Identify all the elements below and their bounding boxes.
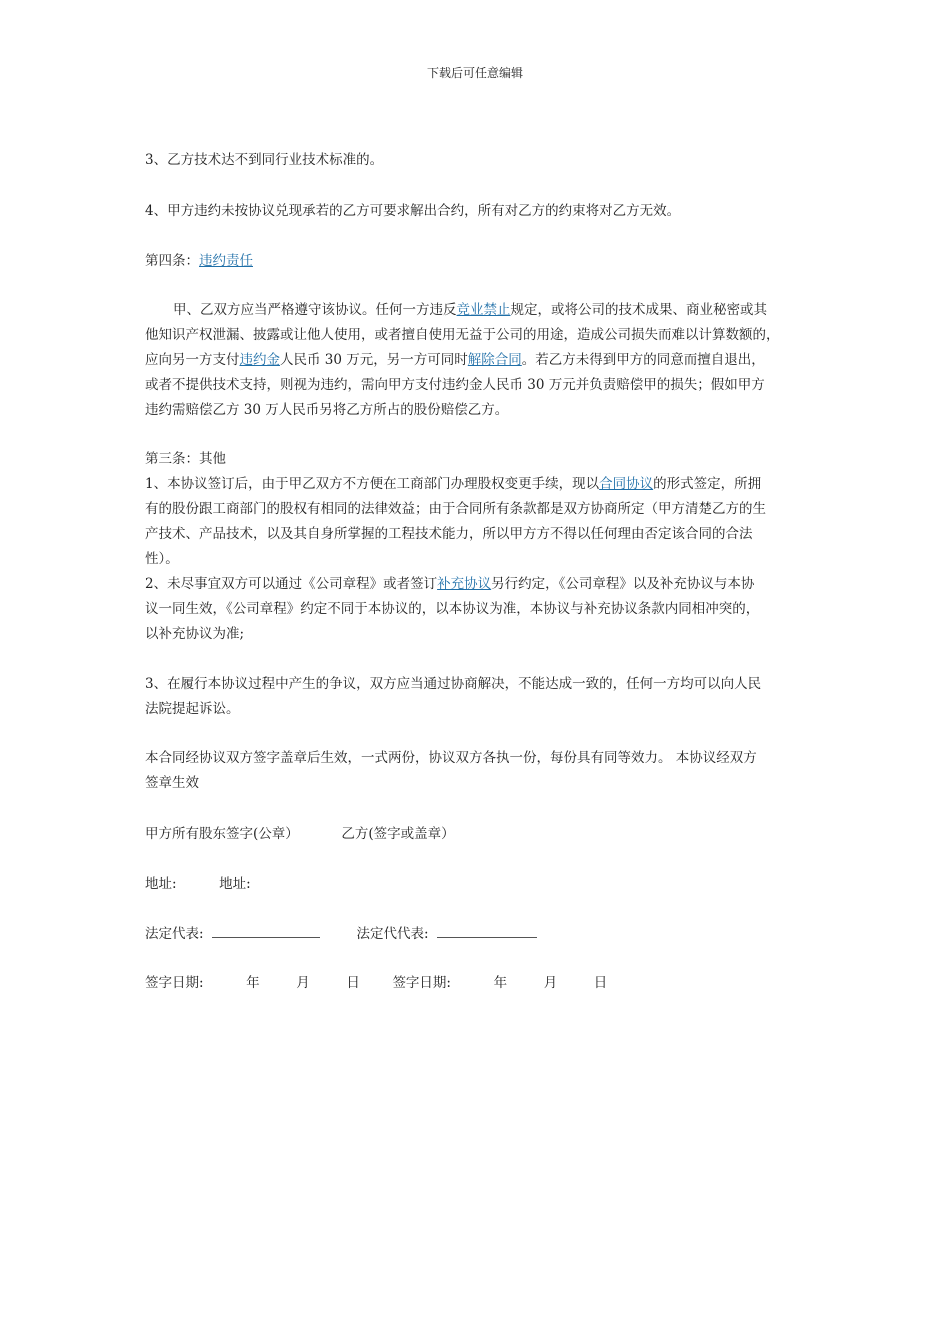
terminate-contract-link[interactable]: 解除合同: [467, 352, 522, 368]
clause-4-paragraph: 4、甲方违约未按协议兑现承若的乙方可要求解出合约，所有对乙方的约束将对乙方无效。: [145, 203, 681, 219]
date-b-label: 签字日期:: [392, 975, 451, 991]
representative-b-blank[interactable]: [437, 925, 537, 938]
text-run: 另行约定，《公司章程》以及补充协议与本协: [491, 576, 755, 592]
representative-b-label: 法定代代表:: [356, 926, 429, 942]
article-4-prefix: 第四条：: [145, 253, 199, 269]
date-a-label: 签字日期:: [145, 975, 204, 991]
article-4-line-4: 或者不提供技术支持，则视为违约，需向甲方支付违约金人民币 30 万元并负责赔偿甲的损失；假如甲方: [145, 377, 765, 393]
article-3-clause-1-line-4: 性）。: [145, 551, 179, 567]
text-run: 应向另一方支付: [145, 352, 240, 368]
representative-a-label: 法定代表:: [145, 926, 204, 942]
article-4-line-1: [145, 298, 815, 323]
article-3-section: [145, 447, 815, 647]
text-run: 规定，或将公司的技术成果、商业秘密或其: [510, 302, 767, 318]
article-4-line-5: 违约需赔偿乙方 30 万人民币另将乙方所占的股份赔偿乙方。: [145, 402, 509, 418]
closing-statement: [145, 746, 815, 796]
article-3-clause-1-line-3: 产技术、产品技术，以及其自身所掌握的工程技术能力，所以甲方方不得以任何理由否定该合同的合法: [145, 526, 753, 542]
date-a-day: 日: [346, 975, 360, 991]
article-3-clause-2-line-3: 以补充协议为准;: [145, 626, 245, 642]
address-b-label: 地址:: [219, 876, 251, 892]
date-row: [145, 973, 607, 993]
penalty-link[interactable]: 违约金: [239, 352, 280, 368]
text-run: 1、本协议签订后，由于甲乙双方不方便在工商部门办理股权变更手续，现以: [145, 476, 600, 492]
text-run: 甲、乙双方应当严格遵守该协议。任何一方违反: [173, 302, 457, 318]
text-run: 人民币 30 万元，另一方可同时: [280, 352, 468, 368]
article-4-body: [145, 298, 815, 423]
text-run: 。若乙方未得到甲方的同意而擅自退出，: [521, 352, 765, 368]
article-3-clause-1-line-1: [145, 472, 815, 497]
date-b-month: 月: [543, 975, 558, 991]
date-a-month: 月: [296, 975, 310, 991]
article-4-line-3: [145, 348, 815, 373]
breach-liability-link[interactable]: 违约责任: [199, 253, 253, 269]
article-3-clause-3-line-1: 3、在履行本协议过程中产生的争议，双方应当通过协商解决，不能达成一致的，任何一方均可以向人民: [145, 676, 762, 692]
date-b-year: 年: [493, 975, 508, 991]
supplementary-agreement-link[interactable]: 补充协议: [437, 576, 492, 592]
signature-row: [145, 824, 455, 844]
page-header: 下载后可任意编辑: [426, 66, 523, 80]
party-a-signature-label: 甲方所有股东签字(公章）: [145, 826, 299, 842]
address-a-label: 地址:: [145, 876, 177, 892]
text-run: 2、未尽事宜双方可以通过《公司章程》或者签订: [145, 576, 438, 592]
closing-line-2: 签章生效: [145, 775, 199, 791]
article-3-clause-3: [145, 672, 815, 722]
representative-a-blank[interactable]: [212, 925, 320, 938]
date-b-day: 日: [593, 975, 608, 991]
article-3-clause-2-line-1: [145, 572, 815, 597]
party-b-signature-label: 乙方(签字或盖章）: [341, 826, 455, 842]
text-run: 的形式签定，所拥: [653, 476, 762, 492]
address-row: [145, 874, 251, 894]
contract-agreement-link[interactable]: 合同协议: [599, 476, 654, 492]
article-3-clause-3-line-2: 法院提起诉讼。: [145, 701, 240, 717]
representative-row: [145, 924, 537, 944]
article-4-heading: [145, 249, 815, 274]
article-3-clause-1-line-2: 有的股份跟工商部门的股权有相同的法律效益；由于合同所有条款都是双方协商所定（甲方清楚乙方的生: [145, 501, 766, 517]
article-4-line-2: 他知识产权泄漏、披露或让他人使用，或者擅自使用无益于公司的用途，造成公司损失而难以计算数额的，: [145, 327, 780, 343]
closing-line-1: 本合同经协议双方签字盖章后生效，一式两份，协议双方各执一份，每份具有同等效力。 本协议经双方: [145, 750, 757, 766]
clause-3-paragraph: 3、乙方技术达不到同行业技术标准的。: [145, 152, 384, 168]
non-compete-link[interactable]: 竞业禁止: [456, 302, 511, 318]
article-3-clause-2-line-2: 议一同生效，《公司章程》约定不同于本协议的，以本协议为准，本协议与补充协议条款内同相冲突的，: [145, 601, 760, 617]
article-3-heading: 第三条：其他: [145, 451, 226, 467]
date-a-year: 年: [246, 975, 260, 991]
